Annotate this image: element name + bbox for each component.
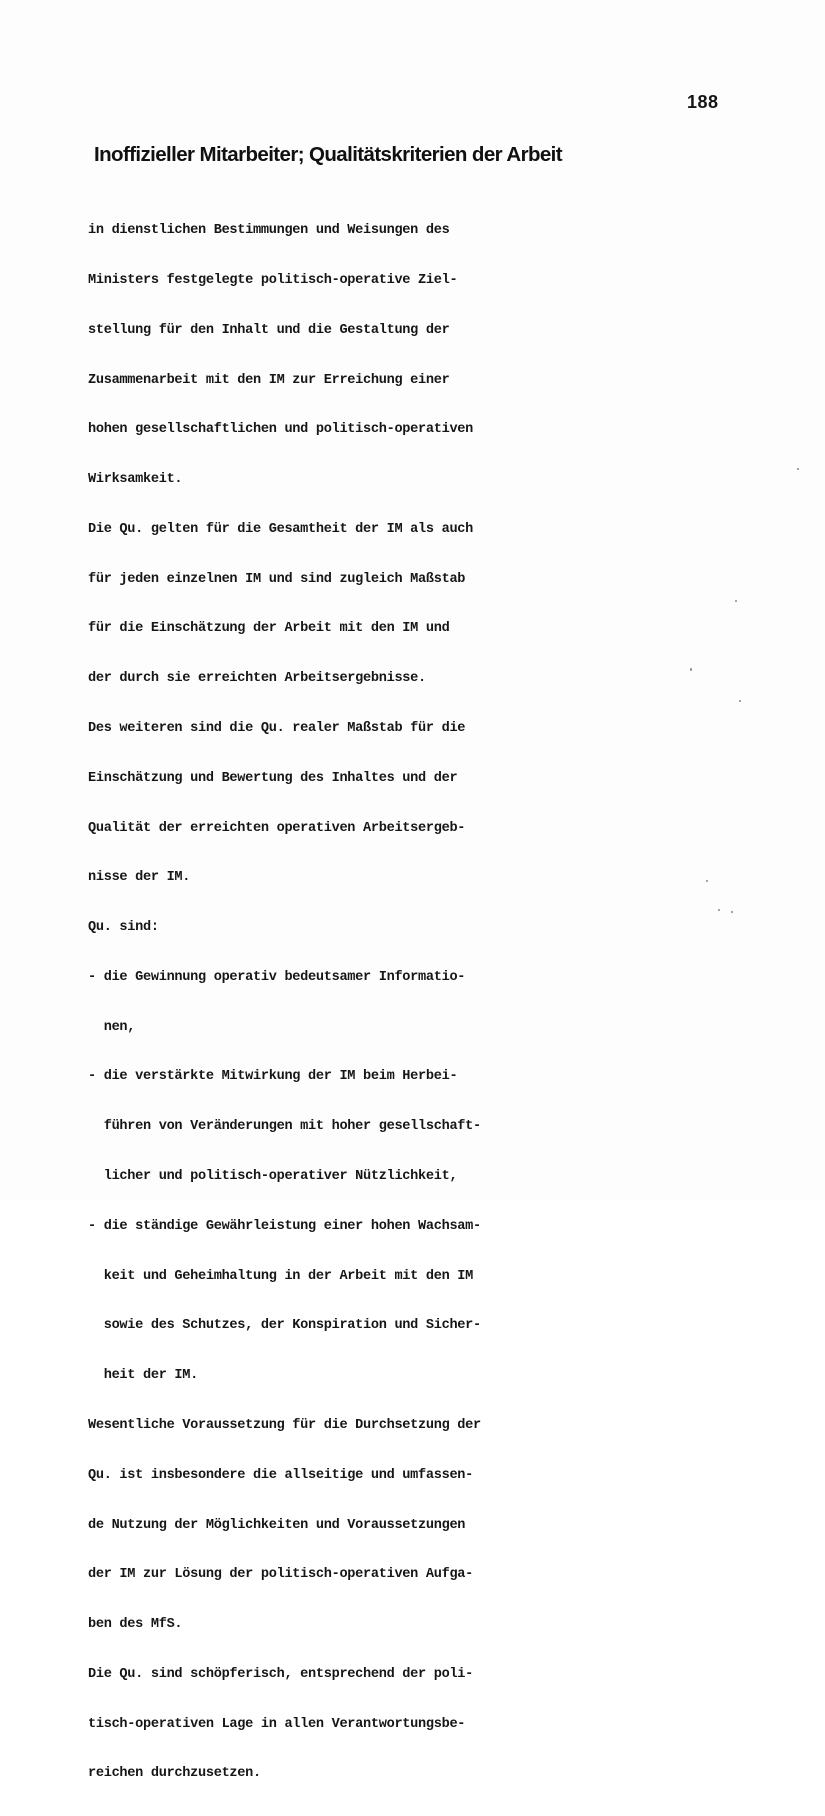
entry-body	[88, 190, 598, 1816]
scan-speck	[797, 468, 799, 470]
text-line: Qu. sind:	[88, 920, 159, 936]
text-line: tisch-operativen Lage in allen Verantwortungsbe-	[88, 1716, 466, 1732]
text-line: nen,	[88, 1019, 136, 1035]
scan-speck	[718, 909, 720, 911]
entry-heading: Inoffizieller Mitarbeiter; Qualitätskriterien der Arbeit	[94, 143, 562, 166]
text-line: - die Gewinnung operativ bedeutsamer Informatio-	[88, 969, 466, 985]
text-line: Ministers festgelegte politisch-operative Ziel-	[88, 272, 458, 288]
text-line: - die verstärkte Mitwirkung der IM beim Herbei-	[88, 1069, 458, 1085]
scan-speck	[690, 668, 692, 671]
text-line: heit der IM.	[88, 1368, 199, 1384]
text-line: Wirksamkeit.	[88, 472, 183, 488]
page-number: 188	[687, 92, 719, 112]
text-line: in dienstlichen Bestimmungen und Weisungen des	[88, 223, 450, 239]
text-line: licher und politisch-operativer Nützlichkeit,	[88, 1169, 458, 1185]
text-line: de Nutzung der Möglichkeiten und Voraussetzungen	[88, 1517, 466, 1533]
text-line: der IM zur Lösung der politisch-operativen Aufga-	[88, 1567, 474, 1583]
text-line: sowie des Schutzes, der Konspiration und Sicher-	[88, 1318, 481, 1334]
text-line: keit und Geheimhaltung in der Arbeit mit den IM	[88, 1268, 474, 1284]
scan-speck	[706, 880, 708, 882]
text-line: Qualität der erreichten operativen Arbeitsergeb-	[88, 820, 466, 836]
text-line: Die Qu. gelten für die Gesamtheit der IM als auch	[88, 521, 474, 537]
text-line: - die ständige Gewährleistung einer hohen Wachsam-	[88, 1218, 481, 1234]
text-line: für die Einschätzung der Arbeit mit den IM und	[88, 621, 450, 637]
text-line: Des weiteren sind die Qu. realer Maßstab für die	[88, 721, 466, 736]
text-line: Qu. ist insbesondere die allseitige und umfassen-	[88, 1467, 474, 1483]
text-line: für jeden einzelnen IM und sind zugleich Maßstab	[88, 571, 466, 587]
text-line: Die Qu. sind schöpferisch, entsprechend der poli-	[88, 1666, 474, 1682]
text-line: Zusammenarbeit mit den IM zur Erreichung einer	[88, 372, 450, 388]
scan-speck	[739, 700, 741, 702]
text-line: reichen durchzusetzen.	[88, 1766, 261, 1782]
text-line: der durch sie erreichten Arbeitsergebnisse.	[88, 671, 426, 687]
text-line: Wesentliche Voraussetzung für die Durchsetzung der	[88, 1417, 481, 1433]
text-line: hohen gesellschaftlichen und politisch-operativen	[88, 422, 474, 438]
text-line: Einschätzung und Bewertung des Inhaltes und der	[88, 770, 458, 786]
scan-speck	[731, 911, 733, 913]
text-line: nisse der IM.	[88, 870, 191, 886]
text-line: führen von Veränderungen mit hoher gesellschaft-	[88, 1119, 481, 1135]
scan-speck	[735, 600, 737, 602]
text-line: ben des MfS.	[88, 1617, 183, 1633]
text-line: stellung für den Inhalt und die Gestaltung der	[88, 322, 450, 338]
